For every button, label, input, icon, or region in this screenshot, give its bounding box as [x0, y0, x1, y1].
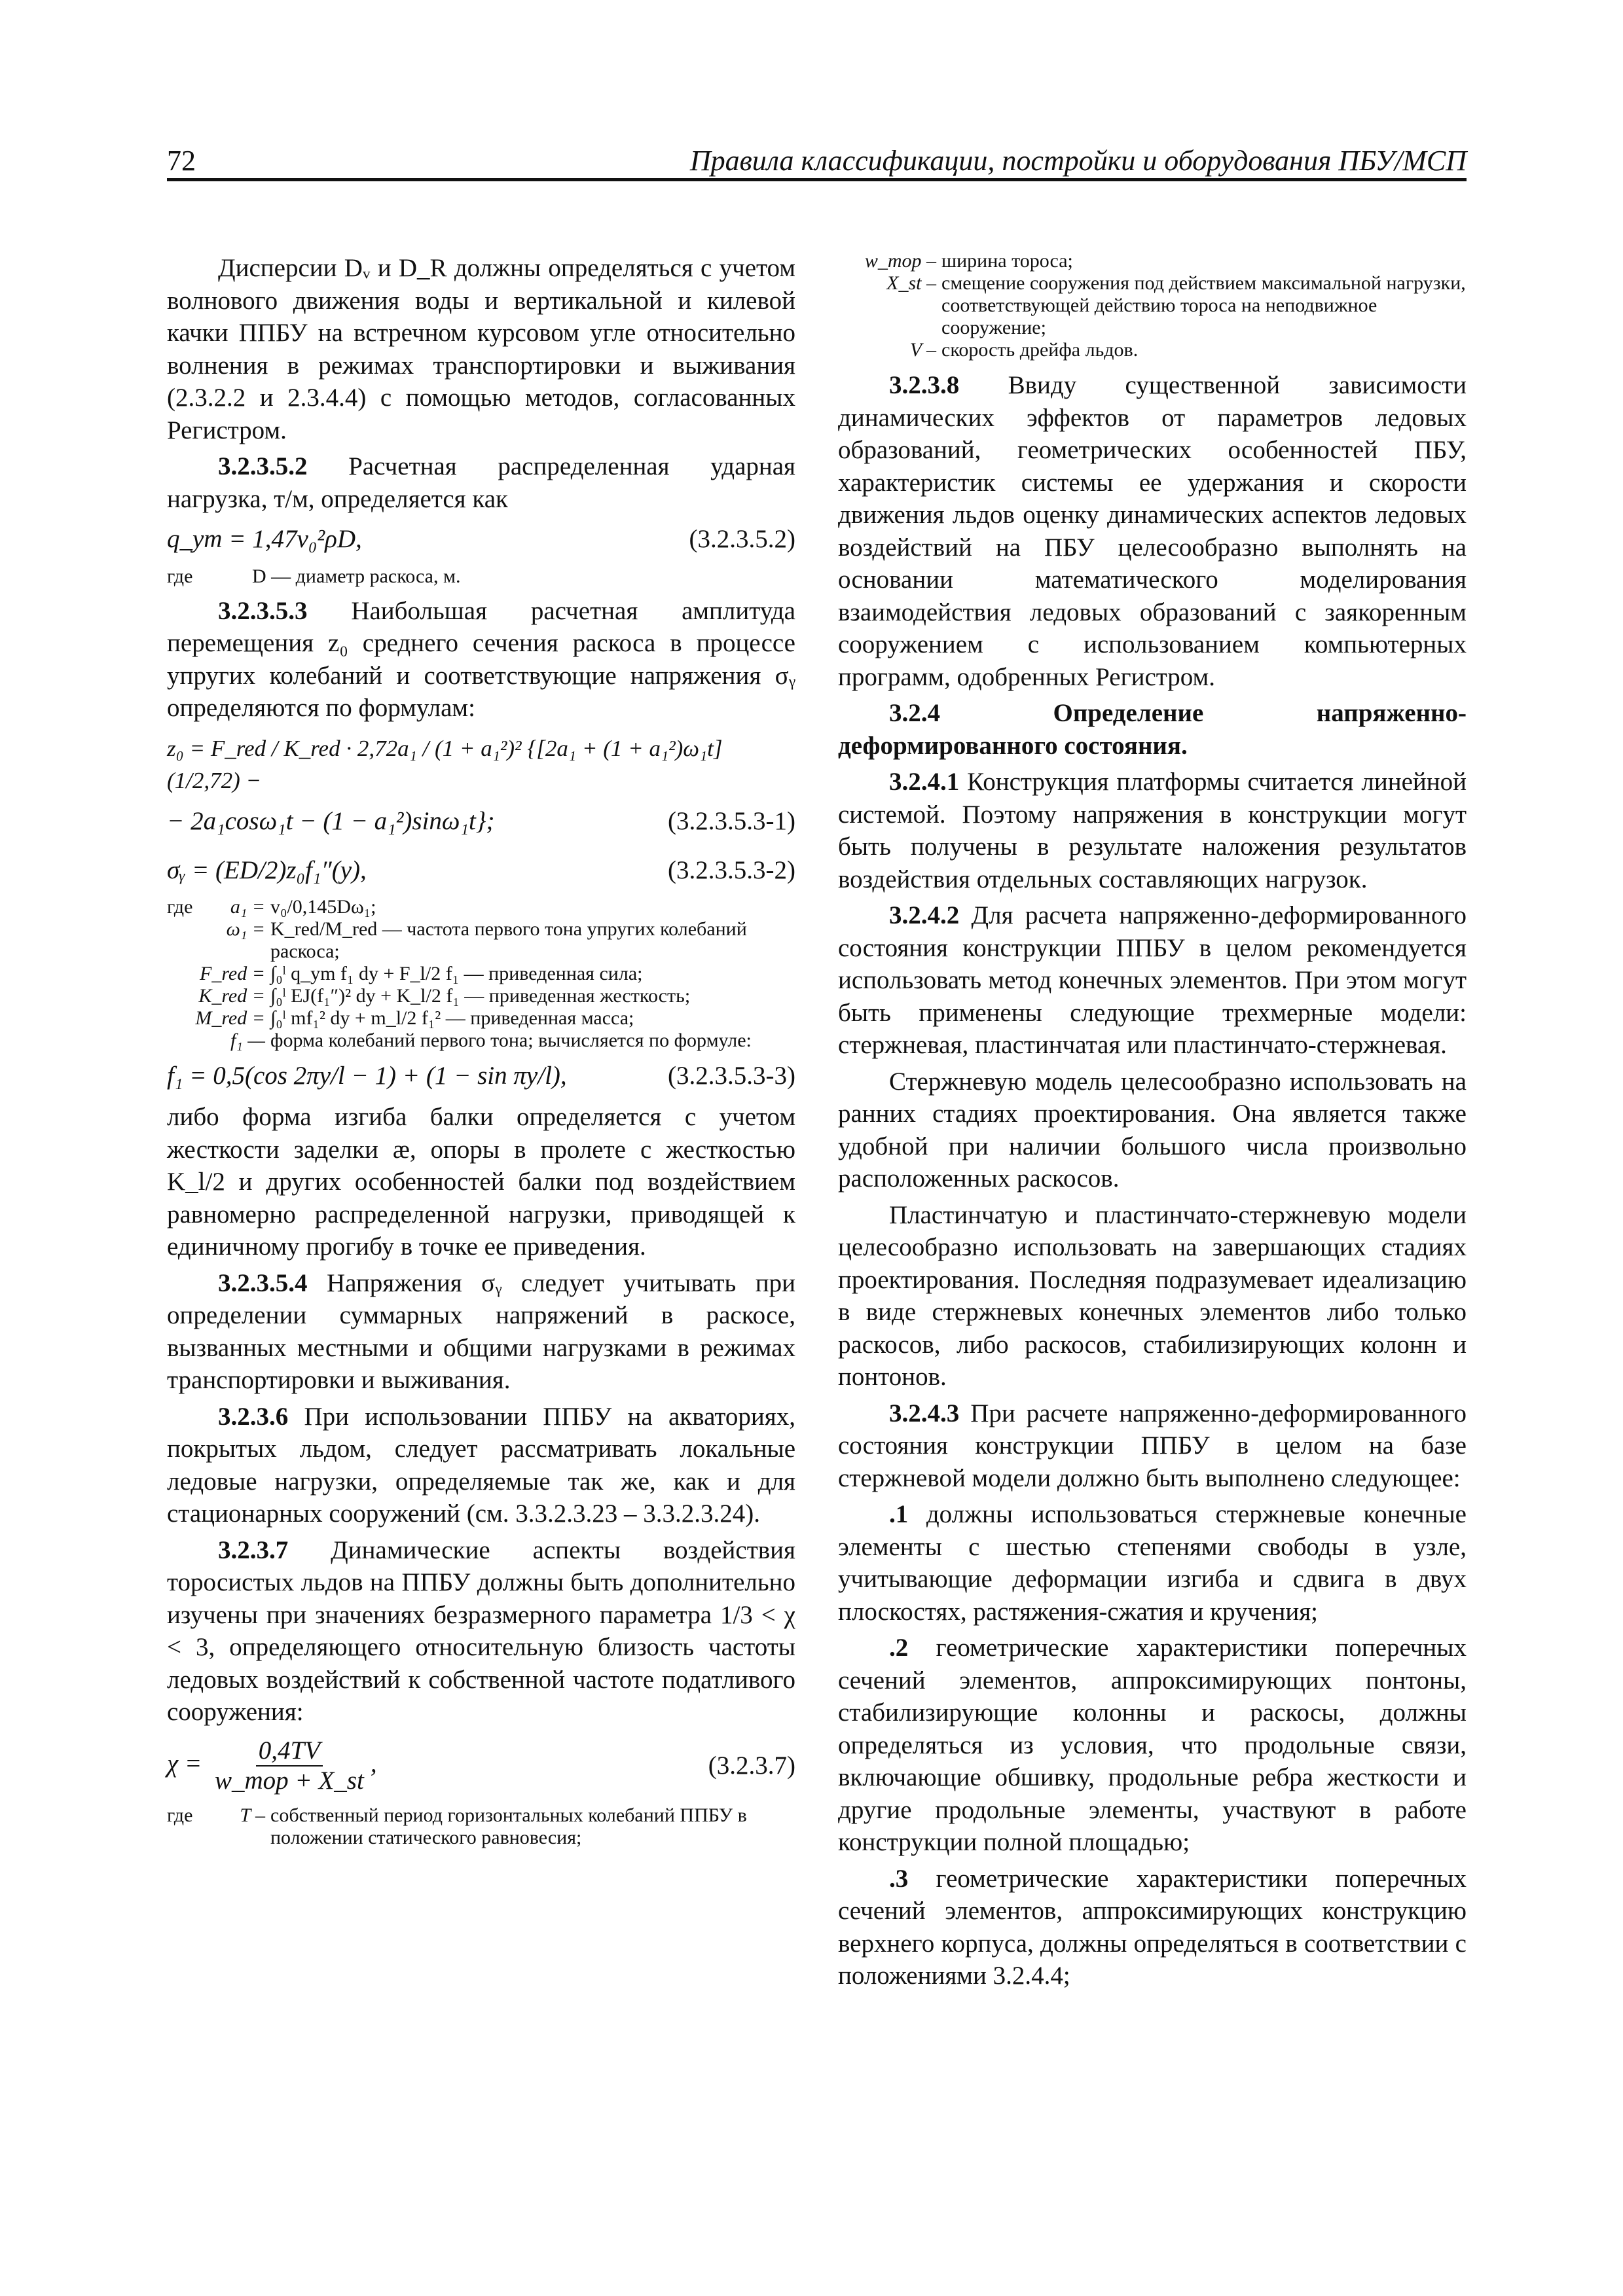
fraction-numerator: 0,4TV — [256, 1736, 323, 1767]
section-text: При расчете напряженно-деформированного состояния конструкции ППБУ в целом на базе стержневой модели должно быть выполнено следующее: — [838, 1399, 1467, 1492]
where-text: D — диаметр раскоса, м. — [252, 565, 461, 587]
section-3-2-3-5-2 — [167, 450, 795, 515]
list-item-number: .3 — [889, 1864, 909, 1893]
section-text: Для расчета напряженно-деформированного состояния конструкции ППБУ в целом рекомендуется использовать метод конечных элементов. При этом могут быть применены следующие трехмерные модели: стержневая, пластинчатая или пластинчато-стержневая. — [838, 901, 1467, 1059]
section-number: 3.2.3.5.3 — [218, 596, 308, 625]
page-number: 72 — [167, 145, 196, 177]
section-3-2-3-5-4 — [167, 1267, 795, 1397]
where-label: где — [167, 565, 193, 587]
where-block-2 — [167, 896, 795, 1052]
where-label: где — [167, 895, 193, 918]
equation-3-2-3-5-3-3 — [167, 1060, 795, 1092]
where-block-3 — [167, 1804, 795, 1849]
section-text: Расчетная распределенная ударная нагрузка, т/м, определяется как — [167, 452, 795, 513]
equation-number: (3.2.3.5.3-2) — [668, 856, 795, 884]
fraction — [212, 1736, 367, 1795]
equation-formula — [167, 1736, 377, 1795]
equation-3-2-3-5-3-1-line2 — [167, 805, 795, 838]
definition-text: K_red/M_red — частота первого тона упругих колебаний раскоса; — [270, 918, 747, 962]
definition-symbol: ω₁ = — [226, 918, 265, 940]
fraction-denominator: w_mop + X_st — [214, 1766, 364, 1795]
header-rule — [167, 178, 1467, 181]
section-text: Конструкция платформы считается линейной системой. Поэтому напряжения в конструкции могут быть получены в результате наложения результатов воздействия отдельных составляющих нагрузок. — [838, 768, 1467, 893]
section-text: Наибольшая расчетная амплитуда перемещения z₀ среднего сечения раскоса в процессе упругих колебаний и соответствующие напряжения σᵧ определяются по формулам: — [167, 596, 795, 722]
list-item-text: геометрические характеристики поперечных сечений элементов, аппроксимирующих конструкцию верхнего корпуса, должны определяться в соответствии с положениями 3.2.4.4; — [838, 1864, 1467, 1990]
list-item-3 — [838, 1863, 1467, 1992]
section-number: 3.2.4.2 — [889, 901, 960, 929]
equation-formula: z₀ = F_red / K_red · 2,72a₁ / (1 + a₁²)² {[2a₁ + (1 + a₁²)ω₁t](1/2,72) − — [167, 735, 723, 793]
section-3-2-3-8 — [838, 369, 1467, 693]
section-number: 3.2.4.3 — [889, 1399, 960, 1427]
definition-symbol: F_red = — [200, 962, 265, 984]
definition-symbol: V – — [909, 339, 936, 361]
equation-number: (3.2.3.7) — [708, 1751, 795, 1780]
definition-symbol: w_mop – — [864, 250, 936, 272]
section-3-2-4-3 — [838, 1397, 1467, 1495]
section-3-2-4 — [838, 697, 1467, 762]
section-number: 3.2.4 — [889, 699, 940, 727]
definition-text: ширина тороса; — [941, 250, 1073, 272]
definition-text: форма колебаний первого тона; вычисляется по формуле: — [270, 1029, 752, 1051]
section-number: 3.2.3.5.4 — [218, 1268, 308, 1297]
section-text: При использовании ППБУ на акваториях, покрытых льдом, следует рассматривать локальные ледовые нагрузки, определяемые так же, как и для стационарных сооружений (см. 3.3.2.3.23 – 3.3.2.3.24). — [167, 1402, 795, 1528]
equation-3-2-3-7 — [167, 1736, 795, 1795]
section-number: 3.2.3.7 — [218, 1535, 289, 1564]
running-title: Правила классификации, постройки и оборудования ПБУ/МСП — [689, 145, 1467, 177]
equation-number: (3.2.3.5.2) — [689, 525, 795, 553]
left-column — [167, 252, 795, 1857]
list-item-text: должны использоваться стержневые конечные элементы с шестью степенями свободы в узле, учитывающие деформации изгиба и сдвига в двух плоскостях, растяжения-сжатия и кручения; — [838, 1500, 1467, 1626]
definition-symbol: f₁ — — [230, 1029, 265, 1051]
section-number: 3.2.4.1 — [889, 768, 960, 796]
section-3-2-4-1 — [838, 766, 1467, 895]
paragraph-rod-model: Стержневую модель целесообразно использовать на ранних стадиях проектирования. Она является также удобной при наличии большого числа произвольно расположенных раскосов. — [838, 1067, 1467, 1193]
definition-symbol: X_st – — [886, 272, 936, 294]
where-block-continued — [838, 250, 1467, 361]
where-block-1 — [167, 565, 795, 588]
paragraph-bending-form: либо форма изгиба балки определяется с учетом жесткости заделки æ, опоры в пролете с жесткостью K_l/2 и других особенностей балки под воздействием равномерно распределенной нагрузки, приводящей к единичному прогибу в точке ее приведения. — [167, 1103, 795, 1261]
section-number: 3.2.3.6 — [218, 1402, 289, 1431]
section-number: 3.2.3.5.2 — [218, 452, 308, 480]
section-3-2-4-2 — [838, 899, 1467, 1062]
list-item-2 — [838, 1632, 1467, 1859]
definition-text: ∫₀ˡ mf₁² dy + m_l/2 f₁² — приведенная масса; — [270, 1007, 634, 1029]
equation-formula: f₁ = 0,5(cos 2πy/l − 1) + (1 − sin πy/l), — [167, 1061, 567, 1090]
paragraph-dispersions: Дисперсии Dᵥ и D_R должны определяться с учетом волнового движения воды и вертикальной и килевой качки ППБУ на встречном курсовом угле относительно волнения в режимах транспортировки и выживания (2.3.2.2 и 2.3.4.4) с помощью методов, согласованных Регистром. — [167, 254, 795, 444]
equation-formula: σᵧ = (ED/2)z₀f₁″(y), — [167, 856, 367, 884]
list-item-number: .1 — [889, 1500, 909, 1528]
definition-symbol: M_red = — [195, 1007, 265, 1029]
where-label: где — [167, 1804, 193, 1826]
definition-symbol: T – — [240, 1804, 265, 1826]
right-column — [838, 250, 1467, 1996]
equation-number: (3.2.3.5.3-3) — [668, 1061, 795, 1090]
equation-3-2-3-5-2 — [167, 523, 795, 556]
equation-formula: − 2a₁cosω₁t − (1 − a₁²)sinω₁t}; — [167, 806, 495, 835]
definition-symbol: K_red = — [198, 984, 265, 1007]
section-3-2-3-7 — [167, 1534, 795, 1729]
list-item-1 — [838, 1498, 1467, 1628]
equation-formula: q_ym = 1,47v₀²ρD, — [167, 525, 362, 553]
definition-text: ∫₀ˡ EJ(f₁″)² dy + K_l/2 f₁ — приведенная жесткость; — [270, 984, 691, 1007]
section-text: Напряжения σᵧ следует учитывать при определении суммарных напряжений в раскосе, вызванных местными и общими нагрузками в режимах транспортировки и выживания. — [167, 1268, 795, 1394]
equation-lhs: χ = — [167, 1749, 202, 1778]
section-3-2-3-6 — [167, 1401, 795, 1530]
section-text: Ввиду существенной зависимости динамических эффектов от параметров ледовых образований, геометрических особенностей ПБУ, характеристик системы ее удержания и скорости движения льдов оценку динамических аспектов ледовых воздействий на ПБУ целесообразно выполнять на основании математического моделирования взаимодействия ледовых образований с заякоренным сооружением с использованием компьютерных программ, одобренных Регистром. — [838, 371, 1467, 691]
section-number: 3.2.3.8 — [889, 371, 960, 399]
section-text: Динамические аспекты воздействия торосистых льдов на ППБУ должны быть дополнительно изучены при значениях безразмерного параметра 1/3 < χ < 3, определяющего относительную близость частоты ледовых воздействий к собственной частоте податливого сооружения: — [167, 1535, 795, 1726]
equation-number: (3.2.3.5.3-1) — [668, 806, 795, 835]
equation-3-2-3-5-3-2 — [167, 854, 795, 887]
definition-symbol: a₁ = — [230, 895, 265, 918]
definition-text: скорость дрейфа льдов. — [941, 339, 1139, 361]
section-3-2-3-5-3 — [167, 595, 795, 725]
section-heading: Определение напряженно-деформированного состояния. — [838, 699, 1467, 760]
definition-text: ∫₀ˡ q_ym f₁ dy + F_l/2 f₁ — приведенная сила; — [270, 962, 643, 984]
equation-3-2-3-5-3-1-line1 — [167, 732, 795, 797]
definition-text: собственный период горизонтальных колебаний ППБУ в положении статического равновесия; — [270, 1804, 747, 1848]
paragraph-plate-model: Пластинчатую и пластинчато-стержневую модели целесообразно использовать на завершающих стадиях проектирования. Последняя подразумевает идеализацию в виде стержневых конечных элементов либо только раскосов, либо раскосов, стабилизирующих колонн и понтонов. — [838, 1200, 1467, 1391]
list-item-number: .2 — [889, 1634, 909, 1662]
definition-text: смещение сооружения под действием максимальной нагрузки, соответствующей действию тороса на неподвижное сооружение; — [941, 272, 1466, 338]
page-header — [167, 141, 1467, 180]
definition-text: v₀/0,145Dω₁; — [270, 895, 376, 918]
list-item-text: геометрические характеристики поперечных сечений элементов, аппроксимирующих понтоны, стабилизирующие колонны и раскосы, должны определяться из условия, что продольные связи, включающие обшивку, продольные ребра жесткости и другие продольные элементы, участвуют в работе конструкции полной площадью; — [838, 1634, 1467, 1856]
equation-tail: , — [370, 1749, 377, 1778]
